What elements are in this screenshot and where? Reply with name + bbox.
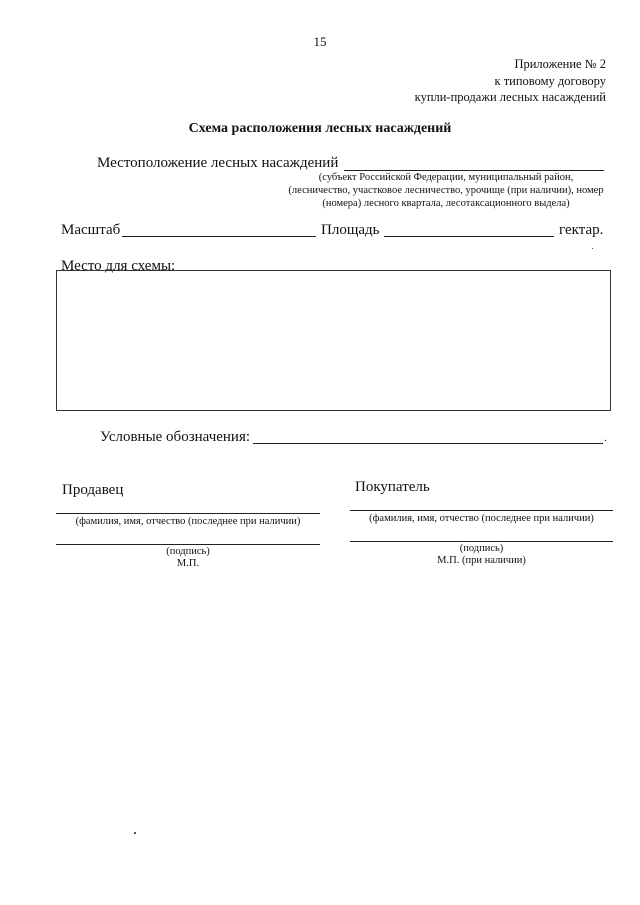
buyer-signature-caption: (подпись) (459, 543, 504, 554)
scale-fill-line (122, 236, 316, 237)
seller-signature-line (56, 544, 320, 545)
page-number: 15 (313, 34, 327, 49)
buyer-stamp-caption: М.П. (при наличии) (437, 555, 526, 566)
legend-end-mark: . (604, 432, 607, 444)
location-note: (субъект Российской Федерации, муниципальный район, (лесничество, участковое лесничество, урочище (при наличии), номер (номера) лесного квартала, лесотаксационного выдела) (288, 172, 604, 210)
appendix-header (415, 56, 606, 106)
buyer-name-line (350, 510, 613, 511)
appendix-line-3: купли-продажи лесных насаждений (414, 90, 606, 104)
seller-name-caption: (фамилия, имя, отчество (последнее при наличии) (75, 516, 301, 527)
buyer-title: Покупатель (355, 479, 430, 495)
legend-fill-line (253, 443, 603, 444)
buyer-name-caption: (фамилия, имя, отчество (последнее при наличии) (369, 513, 594, 524)
area-label: Площадь (321, 222, 380, 238)
scale-label: Масштаб (61, 222, 121, 238)
area-fill-line (384, 236, 554, 237)
scan-speck (592, 248, 593, 249)
area-unit: гектар. (559, 222, 604, 238)
legend-label: Условные обозначения: (100, 429, 251, 445)
document-title: Схема расположения лесных насаждений (188, 121, 452, 136)
seller-name-line (56, 513, 320, 514)
scheme-box (56, 270, 611, 411)
seller-title: Продавец (62, 482, 124, 498)
location-label: Местоположение лесных насаждений (97, 155, 339, 171)
appendix-line-2: к типовому договору (494, 73, 606, 88)
scheme-label: Место для схемы: (61, 258, 176, 274)
seller-stamp-caption: М.П. (176, 558, 200, 569)
seller-signature-caption: (подпись) (166, 546, 210, 557)
buyer-signature-line (350, 541, 613, 542)
appendix-line-1: Приложение № 2 (514, 57, 606, 71)
scan-speck (134, 832, 136, 834)
